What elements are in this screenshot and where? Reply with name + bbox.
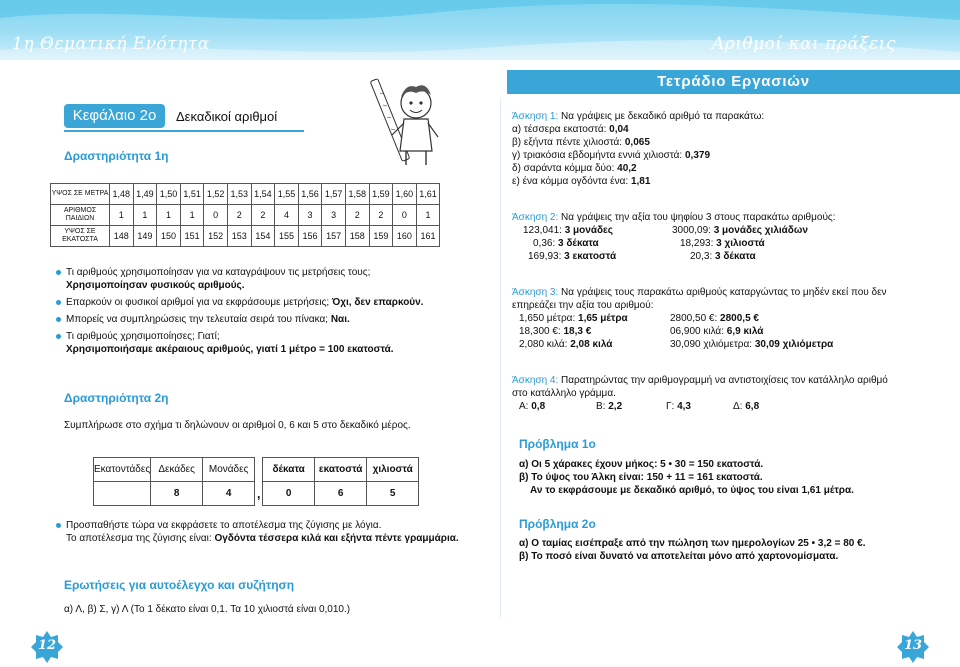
place-value-table (93, 457, 419, 506)
table-cell: 1 (133, 205, 157, 226)
table-cell: 2 (345, 205, 369, 226)
item-question: Δ: (733, 401, 743, 412)
activity2-instruction: Συμπλήρωσε στο σχήμα τι δηλώνουν οι αριθμοί 0, 6 και 5 στο δεκαδικό μέρος. (64, 420, 411, 431)
question-text: Μπορείς να συμπληρώσεις την τελευταία σειρά του πίνακα; (66, 314, 329, 325)
table-cell: 148 (110, 226, 134, 247)
item-question: 2800,50 €: (670, 313, 718, 324)
list-item (519, 400, 599, 413)
exercise-prompt-cont: επηρεάζει την αξία του αριθμού: (512, 300, 654, 311)
solution-line: β) Το ποσό είναι δυνατό να αποτελείται μόνο από χαρτονομίσματα. (519, 551, 839, 562)
column-header: Μονάδες (203, 458, 255, 482)
problem2-solution (519, 537, 949, 563)
list-item (672, 224, 872, 237)
list-item (512, 136, 764, 149)
list-item (512, 149, 764, 162)
list-item (596, 400, 676, 413)
list-item (512, 123, 764, 136)
table-cell: 151 (180, 226, 204, 247)
exercise-prompt: Παρατηρώντας την αριθμογραμμή να αντιστοιχίσεις τον κατάλληλο αριθμό (561, 375, 888, 386)
table-cell: 157 (322, 226, 346, 247)
item-answer: 2,08 κιλά (570, 339, 613, 350)
solution-line: Αν το εκφράσουμε με δεκαδικό αριθμό, το ύψος του είναι 1,61 μέτρα. (530, 485, 854, 496)
item-answer: 3 δέκατα (715, 251, 756, 262)
exercise2-left (523, 224, 653, 263)
exercise2 (512, 211, 836, 224)
result-answer: Ογδόντα τέσσερα κιλά και εξήντα πέντε γραμμάρια. (214, 533, 459, 544)
table-cell: 155 (275, 226, 299, 247)
chapter-underline (64, 130, 304, 132)
item-question: 3000,09: (672, 225, 711, 236)
item-question: 169,93: (528, 251, 562, 262)
table-row (51, 184, 440, 205)
list-item (512, 175, 764, 188)
table-cell: 159 (369, 226, 393, 247)
item-answer: 3 μονάδες (564, 225, 614, 236)
table-cell: 1,50 (157, 184, 181, 205)
table-row (51, 205, 440, 226)
table-cell: 6 (315, 482, 367, 506)
table-cell: 4 (203, 482, 255, 506)
table-cell: 154 (251, 226, 275, 247)
section-title: Αριθμοί και πράξεις (711, 34, 896, 54)
heights-table (50, 183, 440, 247)
table-cell: 8 (151, 482, 203, 506)
solution-line: β) Το ύψος του Άλκη είναι: 150 + 11 = 161 εκατοστά. (519, 472, 763, 483)
boy-with-ruler-illustration (370, 73, 446, 169)
table-cell: 1,60 (393, 184, 417, 205)
item-answer: 6,9 κιλά (726, 326, 764, 337)
column-header: δέκατα (263, 458, 315, 482)
item-question: δ) σαράντα κόμμα δύο: (512, 163, 615, 174)
item-question: 30,090 χιλιόμετρα: (670, 339, 753, 350)
list-item (670, 312, 920, 325)
page-number-text: 12 (37, 638, 57, 653)
bullet-icon (56, 300, 61, 305)
item-answer: 2,2 (608, 401, 623, 412)
item-question: 06,900 κιλά: (670, 326, 724, 337)
exercise3-right (670, 312, 920, 351)
question-text: Τι αριθμούς χρησιμοποίησαν για να καταγράψουν τις μετρήσεις τους; (66, 267, 371, 278)
table-cell: 1,49 (133, 184, 157, 205)
answer-text: Ναι. (330, 314, 350, 325)
item-answer: 0,8 (531, 401, 546, 412)
table-cell: 2 (227, 205, 251, 226)
list-item (523, 224, 653, 237)
page-number-left (30, 630, 64, 664)
item-answer: 1,65 μέτρα (578, 313, 628, 324)
answer-text: Χρησιμοποίησαν φυσικούς αριθμούς. (66, 280, 245, 291)
list-item (56, 313, 486, 326)
item-question: 18,300 €: (519, 326, 561, 337)
list-item (672, 237, 872, 250)
list-item (512, 162, 764, 175)
list-item (733, 400, 813, 413)
item-answer: 18,3 € (563, 326, 592, 337)
questions-heading: Ερωτήσεις για αυτοέλεγχο και συζήτηση (64, 578, 295, 592)
exercise3 (512, 286, 887, 312)
exercise-heading: Άσκηση 4: (512, 375, 559, 386)
table-cell: 0 (263, 482, 315, 506)
result-label: Το αποτέλεσμα της ζύγισης είναι: (66, 533, 212, 544)
column-header: Εκατοντάδες (94, 458, 151, 482)
item-answer: 4,3 (677, 401, 691, 412)
exercise4 (512, 374, 888, 400)
solution-line: α) Οι 5 χάρακες έχουν μήκος: 5 • 30 = 150 εκατοστά. (519, 459, 764, 470)
exercise-heading: Άσκηση 1: (512, 111, 559, 122)
activity1-heading: Δραστηριότητα 1η (64, 149, 169, 163)
table-cell: 4 (275, 205, 299, 226)
table-cell: 0 (204, 205, 228, 226)
page-number-text: 13 (903, 638, 923, 653)
exercise2-right (672, 224, 872, 263)
list-item (56, 296, 486, 309)
item-question: γ) τριακόσια εβδομήντα εννιά χιλιοστά: (512, 150, 683, 161)
chapter-tab: Κεφάλαιο 2ο (64, 104, 165, 128)
list-item (523, 250, 653, 263)
table-cell: 160 (393, 226, 417, 247)
chapter-title: 1η Θεματική Ενότητα (12, 34, 210, 54)
table-cell: 161 (416, 226, 440, 247)
item-answer: 3 μονάδες χιλιάδων (713, 225, 808, 236)
column-header: χιλιοστά (367, 458, 419, 482)
problem1-heading: Πρόβλημα 1ο (519, 437, 596, 451)
column-header: εκατοστά (315, 458, 367, 482)
table-cell: 1,59 (369, 184, 393, 205)
question-text: Τι αριθμούς χρησιμοποίησες; Γιατί; (66, 331, 220, 342)
column-header: Δεκάδες (151, 458, 203, 482)
table-cell: 2 (251, 205, 275, 226)
list-item (670, 325, 920, 338)
bullet-icon (56, 270, 61, 275)
comma-gap (255, 458, 263, 482)
item-question: Α: (519, 401, 529, 412)
item-question: 18,293: (680, 238, 714, 249)
chapter-subject: Δεκαδικοί αριθμοί (176, 109, 278, 124)
item-question: Γ: (666, 401, 675, 412)
exercise-heading: Άσκηση 3: (512, 287, 559, 298)
table-cell: 1,48 (110, 184, 134, 205)
row-label: ΥΨΟΣ ΣΕ ΜΕΤΡΑ (51, 184, 110, 205)
item-answer: 0,04 (609, 124, 629, 135)
bullet-icon (56, 523, 61, 528)
item-question: Β: (596, 401, 606, 412)
bullet-icon (56, 334, 61, 339)
row-label: ΥΨΟΣ ΣΕ ΕΚΑΤΟΣΤΑ (51, 226, 110, 247)
answer-text: Όχι, δεν επαρκούν. (332, 297, 424, 308)
table-cell: 5 (367, 482, 419, 506)
problem2-heading: Πρόβλημα 2ο (519, 517, 596, 531)
table-cell: 1,52 (204, 184, 228, 205)
item-answer: 3 χιλιοστά (716, 238, 765, 249)
list-item (56, 519, 486, 545)
list-item (56, 266, 486, 292)
item-question: 1,650 μέτρα: (519, 313, 576, 324)
item-answer: 3 δέκατα (558, 238, 599, 249)
item-question: 20,3: (690, 251, 713, 262)
item-question: β) εξήντα πέντε χιλιοστά: (512, 137, 623, 148)
table-cell: 3 (322, 205, 346, 226)
table-cell: 1,58 (345, 184, 369, 205)
exercise-prompt: Να γράψεις με δεκαδικό αριθμό τα παρακάτω: (561, 111, 765, 122)
table-row (94, 482, 419, 506)
list-item (672, 250, 872, 263)
questions-answers: α) Λ, β) Σ, γ) Λ (Το 1 δέκατο είναι 0,1. Τα 10 χιλιοστά είναι 0,010.) (64, 604, 351, 615)
table-cell: 150 (157, 226, 181, 247)
item-answer: 3 εκατοστά (564, 251, 617, 262)
bullet-icon (56, 317, 61, 322)
exercise1 (512, 110, 764, 188)
exercise-prompt: Να γράψεις την αξία του ψηφίου 3 στους παρακάτω αριθμούς: (561, 212, 836, 223)
list-item (519, 325, 669, 338)
table-cell: 1 (180, 205, 204, 226)
header-band (0, 0, 960, 60)
item-question: 123,041: (523, 225, 562, 236)
activity2-heading: Δραστηριότητα 2η (64, 391, 169, 405)
item-answer: 0,379 (685, 150, 711, 161)
answer-text: Χρησιμοποιήσαμε ακέραιους αριθμούς, γιατί 1 μέτρο = 100 εκατοστά. (66, 344, 394, 355)
workbook-banner: Τετράδιο Εργασιών (507, 70, 960, 94)
item-answer: 0,065 (624, 137, 650, 148)
table-row (51, 226, 440, 247)
table-cell: 158 (345, 226, 369, 247)
item-question: α) τέσσερα εκατοστά: (512, 124, 607, 135)
list-item (523, 237, 653, 250)
table-cell: 2 (369, 205, 393, 226)
exercise-prompt-cont: στο κατάλληλο γράμμα. (512, 388, 616, 399)
table-cell: 1 (157, 205, 181, 226)
table-cell: 1,57 (322, 184, 346, 205)
table-cell: 0 (393, 205, 417, 226)
row-label: ΑΡΙΘΜΟΣ ΠΑΙΔΙΩΝ (51, 205, 110, 226)
prompt-text: Προσπαθήστε τώρα να εκφράσετε το αποτέλεσμα της ζύγισης με λόγια. (66, 520, 382, 531)
table-cell: 1,55 (275, 184, 299, 205)
table-cell: 1,61 (416, 184, 440, 205)
table-cell (94, 482, 151, 506)
table-cell: 1 (416, 205, 440, 226)
table-cell: 3 (298, 205, 322, 226)
problem1-solution (519, 458, 949, 497)
decimal-comma: , (256, 486, 261, 501)
activity1-questions (56, 266, 486, 360)
table-cell: 149 (133, 226, 157, 247)
table-cell: 153 (227, 226, 251, 247)
page-number-right (896, 630, 930, 664)
item-answer: 2800,5 € (720, 313, 759, 324)
table-row (94, 458, 419, 482)
question-text: Επαρκούν οι φυσικοί αριθμοί για να εκφράσουμε μετρήσεις; (66, 297, 330, 308)
item-answer: 6,8 (745, 401, 760, 412)
table-cell: 1,56 (298, 184, 322, 205)
column-divider (500, 98, 501, 618)
item-question: ε) ένα κόμμα ογδόντα ένα: (512, 176, 629, 187)
table-cell: 152 (204, 226, 228, 247)
solution-line: α) Ο ταμίας εισέπραξε από την πώληση των ημερολογίων 25 • 3,2 = 80 €. (519, 538, 866, 549)
exercise3-left (519, 312, 669, 351)
table-cell: 156 (298, 226, 322, 247)
table-cell: 1,51 (180, 184, 204, 205)
item-question: 0,36: (533, 238, 556, 249)
item-question: 2,080 κιλά: (519, 339, 568, 350)
table-cell: 1,53 (227, 184, 251, 205)
list-item (519, 312, 669, 325)
exercise-heading: Άσκηση 2: (512, 212, 559, 223)
item-answer: 1,81 (630, 176, 651, 187)
exercise-prompt: Να γράψεις τους παρακάτω αριθμούς καταργώντας το μηδέν εκεί που δεν (561, 287, 887, 298)
list-item (56, 330, 486, 356)
table-cell: 1 (110, 205, 134, 226)
activity2-followup (56, 519, 486, 549)
item-answer: 40,2 (617, 163, 637, 174)
list-item (670, 338, 920, 351)
item-answer: 30,09 χιλιόμετρα (754, 339, 834, 350)
table-cell: 1,54 (251, 184, 275, 205)
list-item (519, 338, 669, 351)
